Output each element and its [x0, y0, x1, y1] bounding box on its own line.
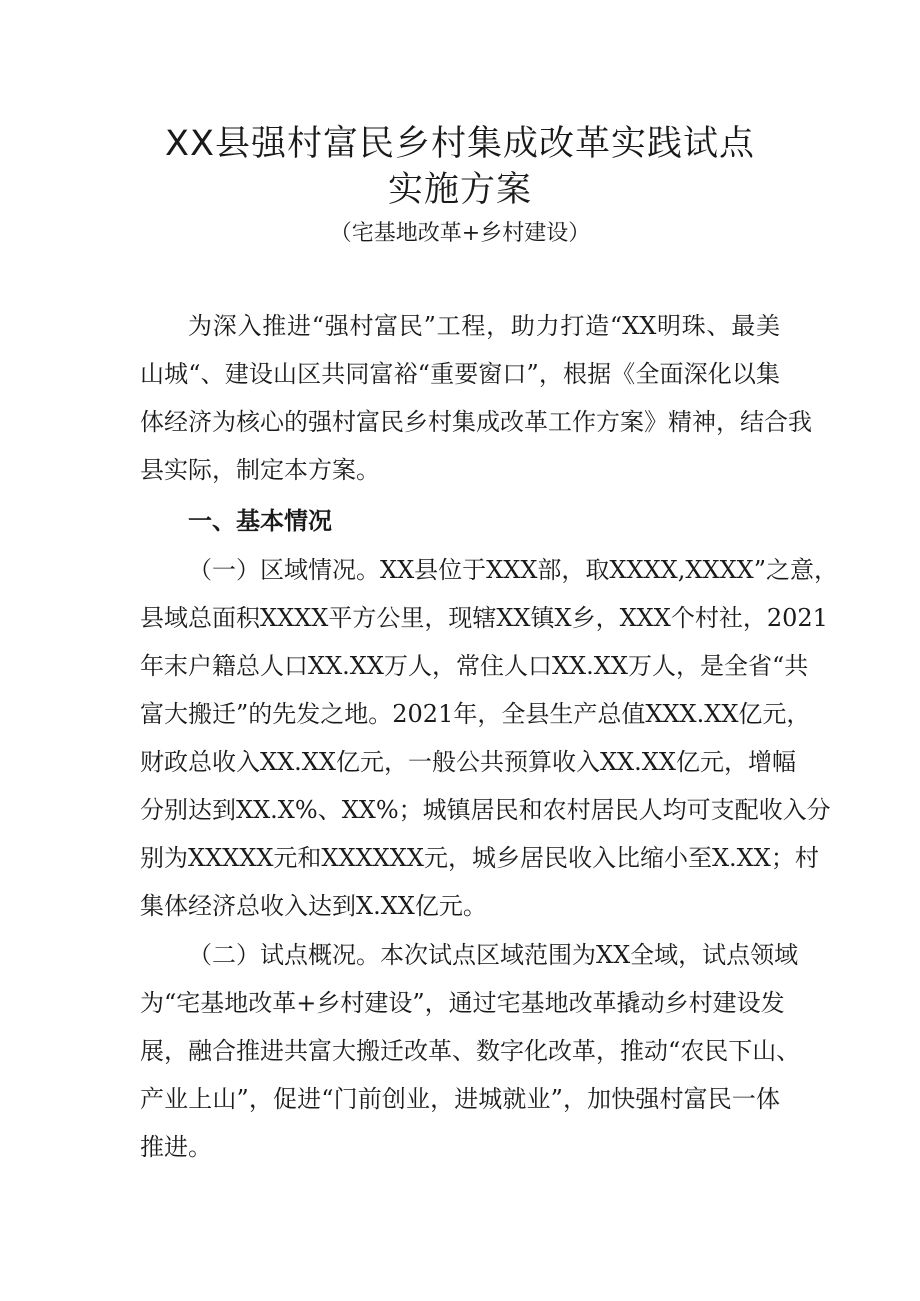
paragraph-line: 年末户籍总人口XX.XX万人，常住人口XX.XX万人，是全省“共: [140, 652, 809, 680]
document-subtitle: （宅基地改革+乡村建设）: [329, 221, 591, 246]
paragraph-line: 为深入推进“强村富民”工程，助力打造“XX明珠、最美: [188, 312, 780, 340]
section-heading: 一、基本情况: [188, 507, 332, 535]
paragraph-line: 县实际，制定本方案。: [140, 456, 380, 484]
paragraph-line: 集体经济总收入达到X.XX亿元。: [140, 892, 487, 920]
document-title-line-2: 实施方案: [387, 170, 532, 210]
paragraph-line: （二）试点概况。本次试点区域范围为XX全域，试点领域: [188, 941, 799, 969]
paragraph-line: 别为XXXXX元和XXXXXX元，城乡居民收入比缩小至X.XX；村: [140, 844, 819, 872]
paragraph-line: 产业上山”，促进“门前创业，进城就业”，加快强村富民一体: [140, 1085, 780, 1113]
paragraph-line: 为“宅基地改革+乡村建设”，通过宅基地改革撬动乡村建设发: [140, 989, 785, 1017]
paragraph-line: 县域总面积XXXX平方公里，现辖XX镇X乡，XXX个村社，2021: [140, 604, 828, 632]
document-title-line-1: XX县强村富民乡村集成改革实践试点: [165, 124, 755, 164]
paragraph-line: 展，融合推进共富大搬迁改革、数字化改革，推动“农民下山、: [140, 1037, 801, 1065]
paragraph-line: 体经济为核心的强村富民乡村集成改革工作方案》精神，结合我: [140, 408, 812, 436]
paragraph-line: 财政总收入XX.XX亿元，一般公共预算收入XX.XX亿元，增幅: [140, 748, 796, 776]
paragraph-line: 分别达到XX.X%、XX%；城镇居民和农村居民人均可支配收入分: [140, 796, 831, 824]
paragraph-line: 推进。: [140, 1133, 212, 1161]
paragraph-line: 山城“、建设山区共同富裕“重要窗口”，根据《全面深化以集: [140, 360, 780, 388]
paragraph-line: 富大搬迁”的先发之地。2021年，全县生产总值XXX.XX亿元，: [140, 700, 811, 728]
paragraph-line: （一）区域情况。XX县位于XXX部，取XXXX,XXXX”之意，: [188, 556, 839, 584]
